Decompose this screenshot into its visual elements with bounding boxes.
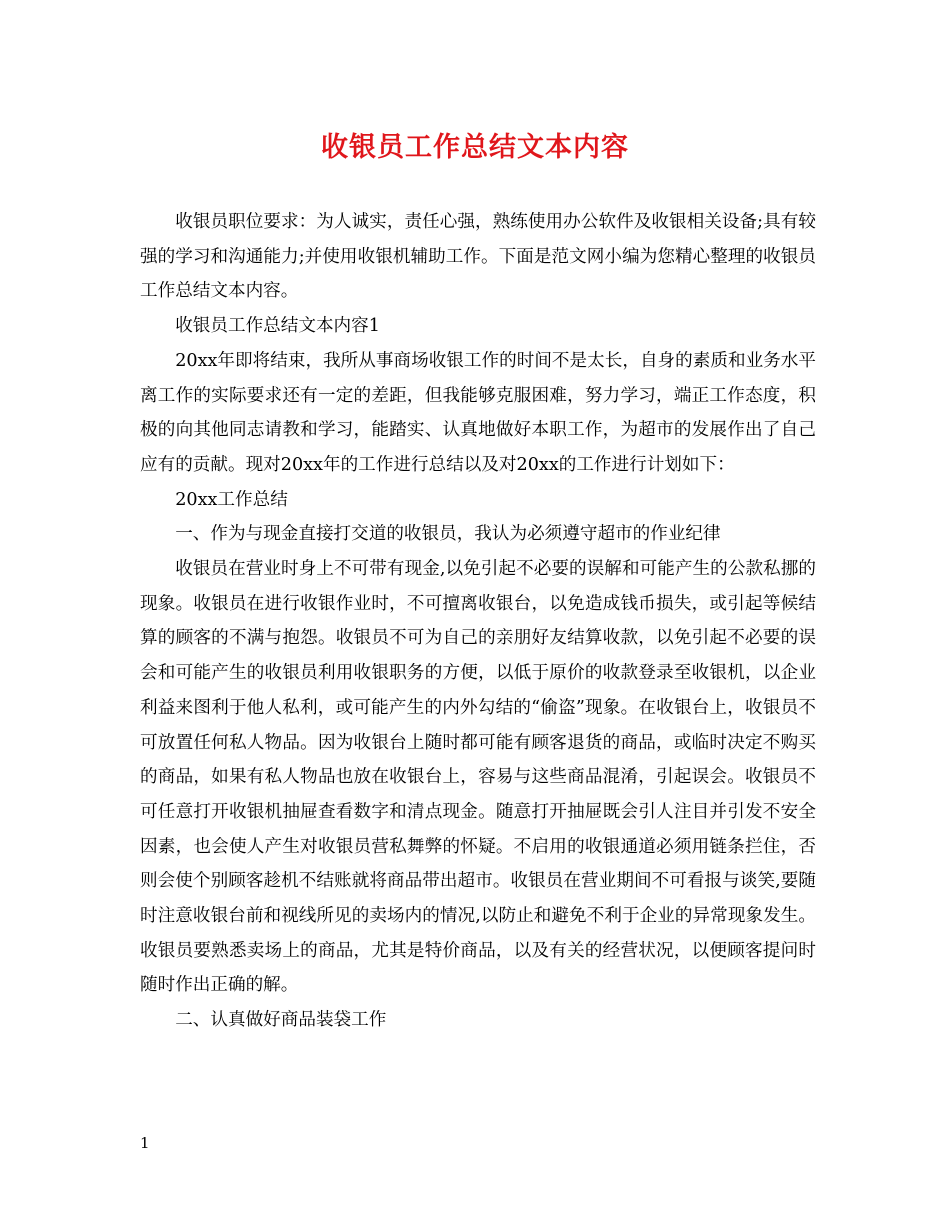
paragraph-overview: 20xx年即将结束，我所从事商场收银工作的时间不是太长，自身的素质和业务水平离工作的实际要求还有一定的差距，但我能够克服困难，努力学习，端正工作态度，积极的向其他同志请教和学习，能踏实、认真地做好本职工作，为超市的发展作出了自己应有的贡献。现对20xx年的工作进行总结以及对20xx的工作进行计划如下： [140,350,816,475]
paragraph-point-two-heading: 二、认真做好商品装袋工作 [175,1010,387,1031]
paragraph-section-heading: 收银员工作总结文本内容1 [175,316,380,337]
paragraph-point-one-body: 收银员在营业时身上不可带有现金,以免引起不必要的误解和可能产生的公款私挪的现象。收银员在进行收银作业时，不可擅离收银台，以免造成钱币损失，或引起等候结算的顾客的不满与抱怨。收银员不可为自己的亲朋好友结算收款，以免引起不必要的误会和可能产生的收银员利用收银职务的方便，以低于原价的收款登录至收银机，以企业利益来图利于他人私利，或可能产生的内外勾结的“偷盗”现象。在收银台上，收银员不可放置任何私人物品。因为收银台上随时都可能有顾客退货的商品，或临时决定不购买的商品，如果有私人物品也放在收银台上，容易与这些商品混淆，引起误会。收银员不可任意打开收银机抽屉查看数字和清点现金。随意打开抽屉既会引人注目并引发不安全因素，也会使人产生对收银员营私舞弊的怀疑。不启用的收银通道必须用链条拦住，否则会使个别顾客趁机不结账就将商品带出超市。收银员在营业期间不可看报与谈笑,要随时注意收银台前和视线所见的卖场内的情况,以防止和避免不利于企业的异常现象发生。收银员要熟悉卖场上的商品，尤其是特价商品，以及有关的经营状况，以便顾客提问时随时作出正确的解。 [140,559,816,996]
paragraph-intro: 收银员职位要求：为人诚实，责任心强，熟练使用办公软件及收银相关设备;具有较强的学习和沟通能力;并使用收银机辅助工作。下面是范文网小编为您精心整理的收银员工作总结文本内容。 [140,212,816,302]
document-title: 收银员工作总结文本内容 [321,132,629,163]
page-number: 1 [140,1134,150,1152]
paragraph-point-one-heading: 一、作为与现金直接打交道的收银员，我认为必须遵守超市的作业纪律 [175,524,721,545]
paragraph-summary-heading: 20xx工作总结 [175,489,288,510]
document-body [140,205,816,1038]
